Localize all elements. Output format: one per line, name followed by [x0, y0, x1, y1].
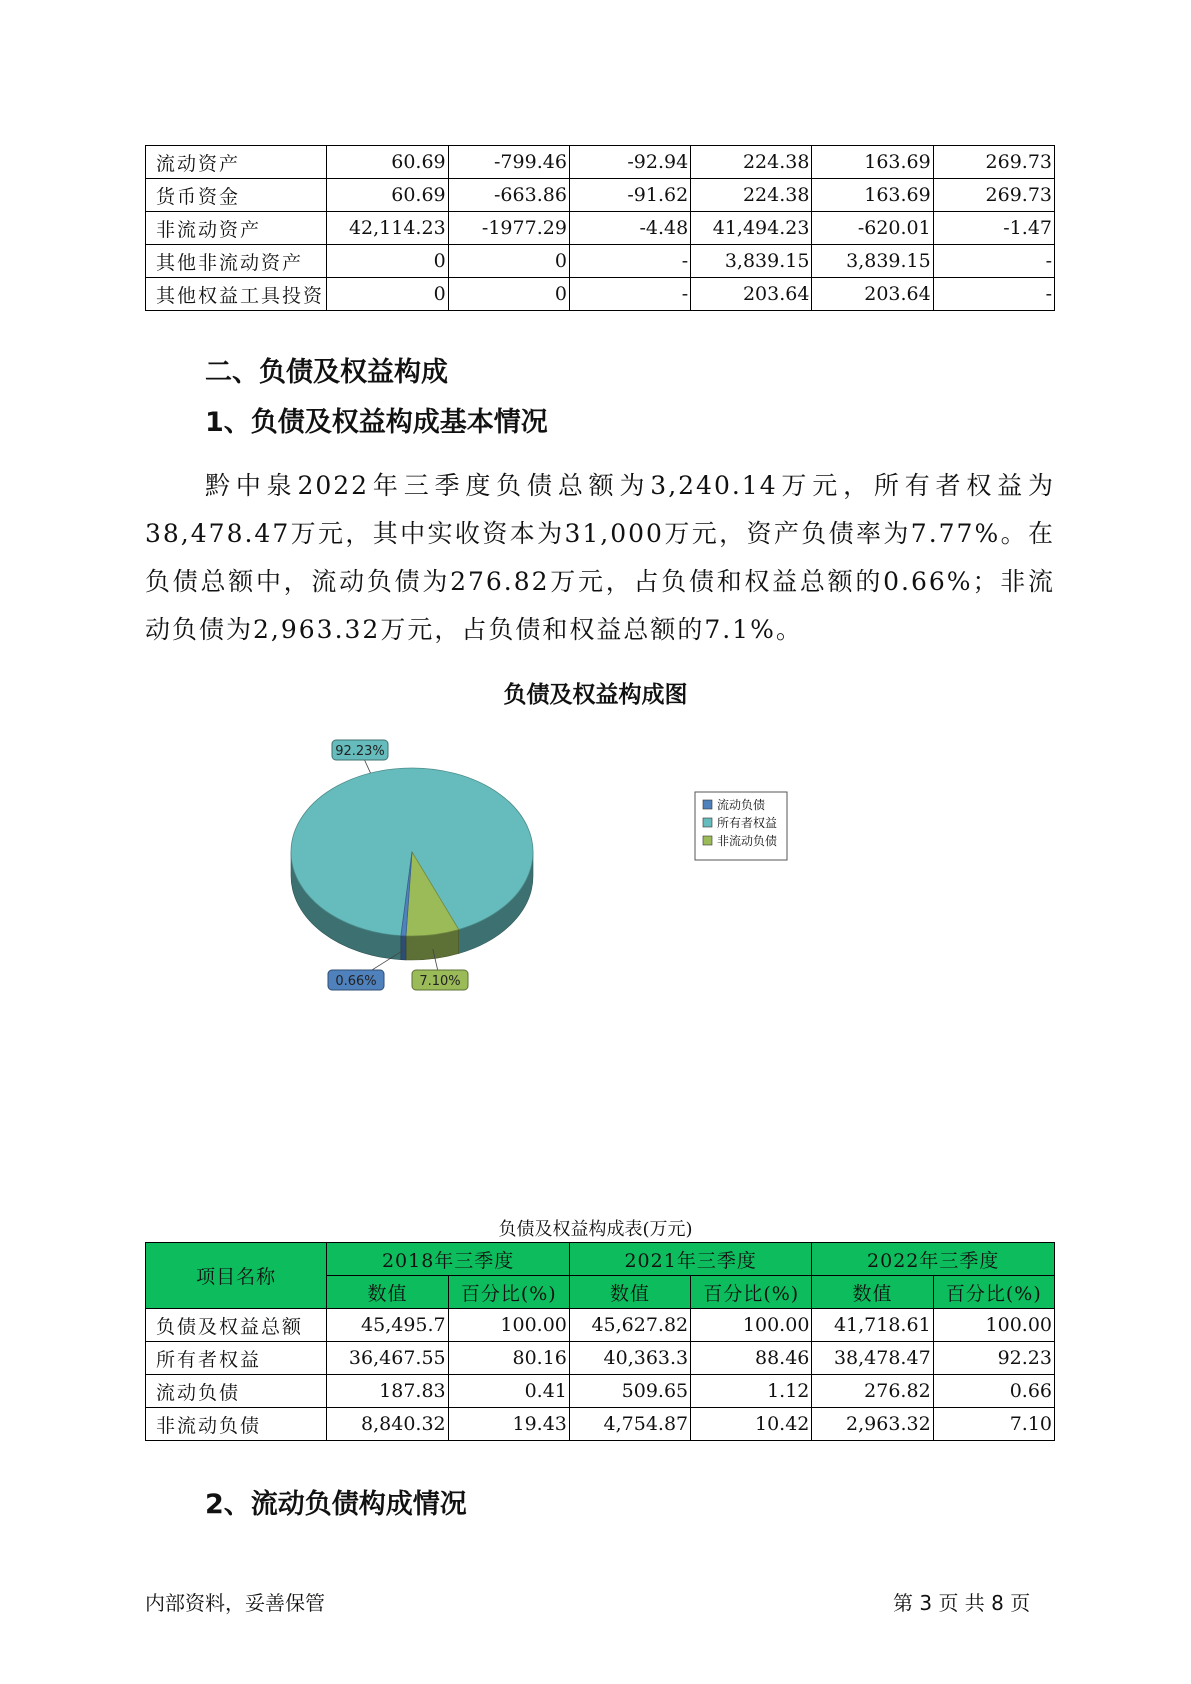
- cell: 269.73: [933, 146, 1054, 179]
- cell: 45,627.82: [569, 1309, 690, 1342]
- cell: 60.69: [327, 179, 448, 212]
- header-value: 数值: [327, 1276, 448, 1309]
- summary-paragraph: 黔中泉2022年三季度负债总额为3,240.14万元，所有者权益为38,478.47万元，其中实收资本为31,000万元，资产负债率为7.77%。在负债总额中，流动负债为276.82万元，占负债和权益总额的0.66%；非流动负债为2,963.32万元，占负债和权益总额的7.1%。: [145, 471, 1055, 644]
- cell: 19.43: [448, 1408, 569, 1441]
- row-label: 流动资产: [146, 146, 327, 179]
- cell: -1977.29: [448, 212, 569, 245]
- cell: -92.94: [569, 146, 690, 179]
- cell: 10.42: [691, 1408, 812, 1441]
- cell: 41,718.61: [812, 1309, 933, 1342]
- cell: 203.64: [691, 278, 812, 311]
- cell: 8,840.32: [327, 1408, 448, 1441]
- table-row: [146, 1309, 1055, 1342]
- cell: 3,839.15: [691, 245, 812, 278]
- cell: 38,478.47: [812, 1342, 933, 1375]
- cell: 80.16: [448, 1342, 569, 1375]
- cell: 7.10: [933, 1408, 1054, 1441]
- legend-swatch: [703, 800, 712, 809]
- cell: 163.69: [812, 179, 933, 212]
- table-header-row: [146, 1243, 1055, 1276]
- cell: -: [569, 245, 690, 278]
- row-label: 流动负债: [146, 1375, 327, 1408]
- pie-data-label: 7.10%: [419, 974, 461, 989]
- cell: 42,114.23: [327, 212, 448, 245]
- header-item-name: 项目名称: [146, 1243, 327, 1309]
- row-label: 所有者权益: [146, 1342, 327, 1375]
- header-period: 2022年三季度: [812, 1243, 1055, 1276]
- cell: -: [933, 278, 1054, 311]
- cell: 1.12: [691, 1375, 812, 1408]
- chart-legend: [695, 792, 787, 860]
- cell: -1.47: [933, 212, 1054, 245]
- subsection-heading: 2、流动负债构成情况: [205, 1489, 467, 1520]
- cell: 509.65: [569, 1375, 690, 1408]
- chart-title: 负债及权益构成图: [503, 682, 688, 708]
- table-row: [146, 1342, 1055, 1375]
- cell: 224.38: [691, 146, 812, 179]
- pie-chart: [290, 730, 870, 1010]
- header-value: 数值: [569, 1276, 690, 1309]
- cell: 187.83: [327, 1375, 448, 1408]
- cell: -: [569, 278, 690, 311]
- cell: -799.46: [448, 146, 569, 179]
- cell: 36,467.55: [327, 1342, 448, 1375]
- cell: 163.69: [812, 146, 933, 179]
- cell: 276.82: [812, 1375, 933, 1408]
- cell: 40,363.3: [569, 1342, 690, 1375]
- header-value: 数值: [812, 1276, 933, 1309]
- cell: 0: [327, 278, 448, 311]
- header-period: 2021年三季度: [569, 1243, 812, 1276]
- row-label: 其他权益工具投资: [146, 278, 327, 311]
- cell: 224.38: [691, 179, 812, 212]
- cell: 0: [448, 245, 569, 278]
- table-row: [146, 1375, 1055, 1408]
- pie-data-label: 92.23%: [335, 744, 385, 759]
- cell: -4.48: [569, 212, 690, 245]
- header-pct: 百分比(%): [448, 1276, 569, 1309]
- table-row: [146, 245, 1055, 278]
- row-label: 负债及权益总额: [146, 1309, 327, 1342]
- cell: 203.64: [812, 278, 933, 311]
- pie-slice-side: [401, 936, 406, 960]
- header-pct: 百分比(%): [933, 1276, 1054, 1309]
- legend-label: 所有者权益: [717, 816, 778, 830]
- cell: 0.66: [933, 1375, 1054, 1408]
- cell: 4,754.87: [569, 1408, 690, 1441]
- cell: 100.00: [933, 1309, 1054, 1342]
- cell: 60.69: [327, 146, 448, 179]
- row-label: 非流动负债: [146, 1408, 327, 1441]
- asset-change-table: [145, 145, 1055, 311]
- cell: -663.86: [448, 179, 569, 212]
- cell: 3,839.15: [812, 245, 933, 278]
- cell: -620.01: [812, 212, 933, 245]
- table-row: [146, 179, 1055, 212]
- legend-swatch: [703, 818, 712, 827]
- footer-confidential-note: 内部资料，妥善保管: [145, 1591, 325, 1615]
- cell: 0: [448, 278, 569, 311]
- cell: 269.73: [933, 179, 1054, 212]
- table-row: [146, 212, 1055, 245]
- pie-data-label: 0.66%: [335, 974, 377, 989]
- legend-label: 非流动负债: [717, 834, 778, 848]
- cell: 88.46: [691, 1342, 812, 1375]
- header-period: 2018年三季度: [327, 1243, 570, 1276]
- table-caption: 负债及权益构成表(万元): [498, 1219, 693, 1240]
- row-label: 其他非流动资产: [146, 245, 327, 278]
- cell: 92.23: [933, 1342, 1054, 1375]
- legend-swatch: [703, 836, 712, 845]
- cell: 100.00: [691, 1309, 812, 1342]
- row-label: 非流动资产: [146, 212, 327, 245]
- footer-page-number: 第 3 页 共 8 页: [893, 1591, 1031, 1615]
- liability-equity-table: [145, 1242, 1055, 1441]
- cell: 41,494.23: [691, 212, 812, 245]
- cell: -: [933, 245, 1054, 278]
- cell: 2,963.32: [812, 1408, 933, 1441]
- cell: 0: [327, 245, 448, 278]
- table-row: [146, 146, 1055, 179]
- cell: 45,495.7: [327, 1309, 448, 1342]
- header-pct: 百分比(%): [691, 1276, 812, 1309]
- cell: 0.41: [448, 1375, 569, 1408]
- row-label: 货币资金: [146, 179, 327, 212]
- table-row: [146, 1408, 1055, 1441]
- cell: 100.00: [448, 1309, 569, 1342]
- table-row: [146, 278, 1055, 311]
- pie-slices: [291, 768, 533, 960]
- cell: -91.62: [569, 179, 690, 212]
- subsection-heading: 1、负债及权益构成基本情况: [205, 407, 548, 438]
- legend-label: 流动负债: [717, 798, 766, 812]
- section-heading: 二、负债及权益构成: [205, 357, 448, 388]
